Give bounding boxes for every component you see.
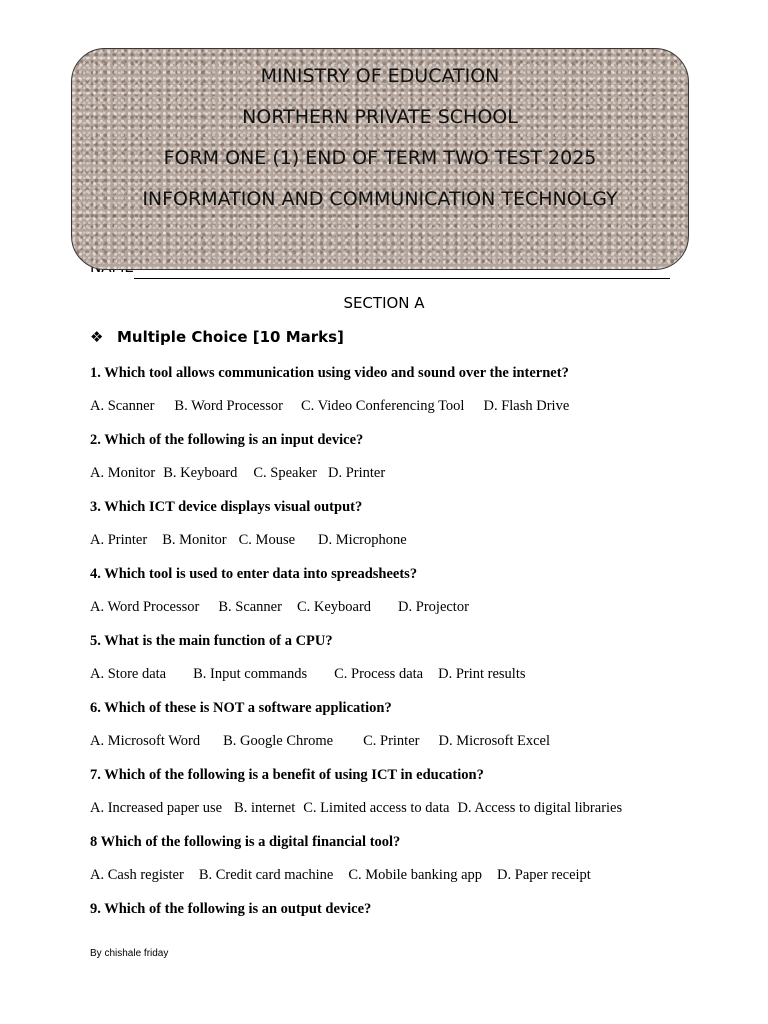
answer-options — [90, 797, 710, 819]
answer-option[interactable]: C. Mobile banking app — [348, 867, 483, 883]
question-text: 9. Which of the following is an output device? — [90, 901, 372, 917]
question-text: 7. Which of the following is a benefit of using ICT in education? — [90, 767, 484, 783]
question-text: 8 Which of the following is a digital financial tool? — [90, 834, 401, 850]
question-text: 1. Which tool allows communication using video and sound over the internet? — [90, 365, 569, 381]
answer-option[interactable]: B. Google Chrome — [223, 733, 334, 749]
header-banner — [71, 48, 689, 270]
answer-option[interactable]: C. Video Conferencing Tool — [300, 398, 465, 414]
question-text: 5. What is the main function of a CPU? — [90, 633, 333, 649]
question-text: 3. Which ICT device displays visual output? — [90, 499, 363, 515]
question-text: 6. Which of these is NOT a software application? — [90, 700, 392, 716]
answer-option[interactable]: D. Microphone — [318, 532, 407, 548]
multiple-choice-heading — [90, 328, 344, 346]
subject-title: INFORMATION AND COMMUNICATION TECHNOLGY — [142, 188, 618, 210]
answer-options — [90, 462, 710, 484]
question-text: 2. Which of the following is an input device? — [90, 432, 364, 448]
answer-option[interactable]: D. Projector — [398, 599, 469, 615]
question-item — [90, 496, 710, 563]
answer-options — [90, 596, 710, 618]
answer-option[interactable]: C. Process data — [334, 666, 424, 682]
question-item — [90, 630, 710, 697]
question-item — [90, 429, 710, 496]
answer-option[interactable]: D. Access to digital libraries — [457, 800, 623, 816]
answer-option[interactable]: C. Mouse — [238, 532, 296, 548]
answer-option[interactable]: C. Printer — [363, 733, 420, 749]
test-title: FORM ONE (1) END OF TERM TWO TEST 2025 — [163, 147, 597, 169]
answer-option[interactable]: A. Monitor — [90, 465, 156, 481]
answer-option[interactable]: C. Speaker — [253, 465, 317, 481]
answer-option[interactable]: B. internet — [234, 800, 296, 816]
answer-option[interactable]: B. Word Processor — [174, 398, 283, 414]
answer-option[interactable]: D. Print results — [438, 666, 526, 682]
answer-option[interactable]: A. Cash register — [90, 867, 184, 883]
answer-option[interactable]: B. Input commands — [193, 666, 308, 682]
answer-option[interactable]: C. Keyboard — [296, 599, 372, 615]
question-item — [90, 362, 710, 429]
answer-option[interactable]: B. Credit card machine — [198, 867, 334, 883]
answer-option[interactable]: A. Microsoft Word — [90, 733, 201, 749]
answer-option[interactable]: D. Paper receipt — [497, 867, 591, 883]
answer-options — [90, 864, 710, 886]
question-item — [90, 563, 710, 630]
question-item — [90, 898, 710, 965]
multiple-choice-label: Multiple Choice [10 Marks] — [117, 328, 344, 346]
answer-option[interactable]: A. Store data — [90, 666, 167, 682]
answer-option[interactable]: C. Limited access to data — [303, 800, 450, 816]
section-title: SECTION A — [343, 294, 425, 312]
answer-option[interactable]: B. Monitor — [162, 532, 227, 548]
answer-option[interactable]: B. Scanner — [218, 599, 282, 615]
answer-option[interactable]: B. Keyboard — [163, 465, 238, 481]
answer-option[interactable]: A. Printer — [90, 532, 148, 548]
answer-options — [90, 529, 710, 551]
answer-option[interactable]: A. Word Processor — [90, 599, 200, 615]
question-item — [90, 831, 710, 898]
diamond-bullet-icon: ❖ — [90, 328, 104, 346]
answer-option[interactable]: D. Flash Drive — [483, 398, 570, 414]
answer-options — [90, 663, 710, 685]
question-item — [90, 764, 710, 831]
answer-option[interactable]: A. Scanner — [90, 398, 155, 414]
answer-options — [90, 730, 710, 752]
question-item — [90, 697, 710, 764]
answer-option[interactable]: D. Microsoft Excel — [438, 733, 551, 749]
question-text: 4. Which tool is used to enter data into spreadsheets? — [90, 566, 418, 582]
author-footer: By chishale friday — [90, 948, 169, 959]
answer-options — [90, 395, 710, 417]
ministry-title: MINISTRY OF EDUCATION — [260, 65, 500, 87]
answer-option[interactable]: D. Printer — [327, 465, 386, 481]
name-underline[interactable] — [134, 278, 670, 279]
answer-option[interactable]: A. Increased paper use — [90, 800, 223, 816]
school-name: NORTHERN PRIVATE SCHOOL — [242, 106, 518, 128]
question-list — [90, 362, 710, 965]
